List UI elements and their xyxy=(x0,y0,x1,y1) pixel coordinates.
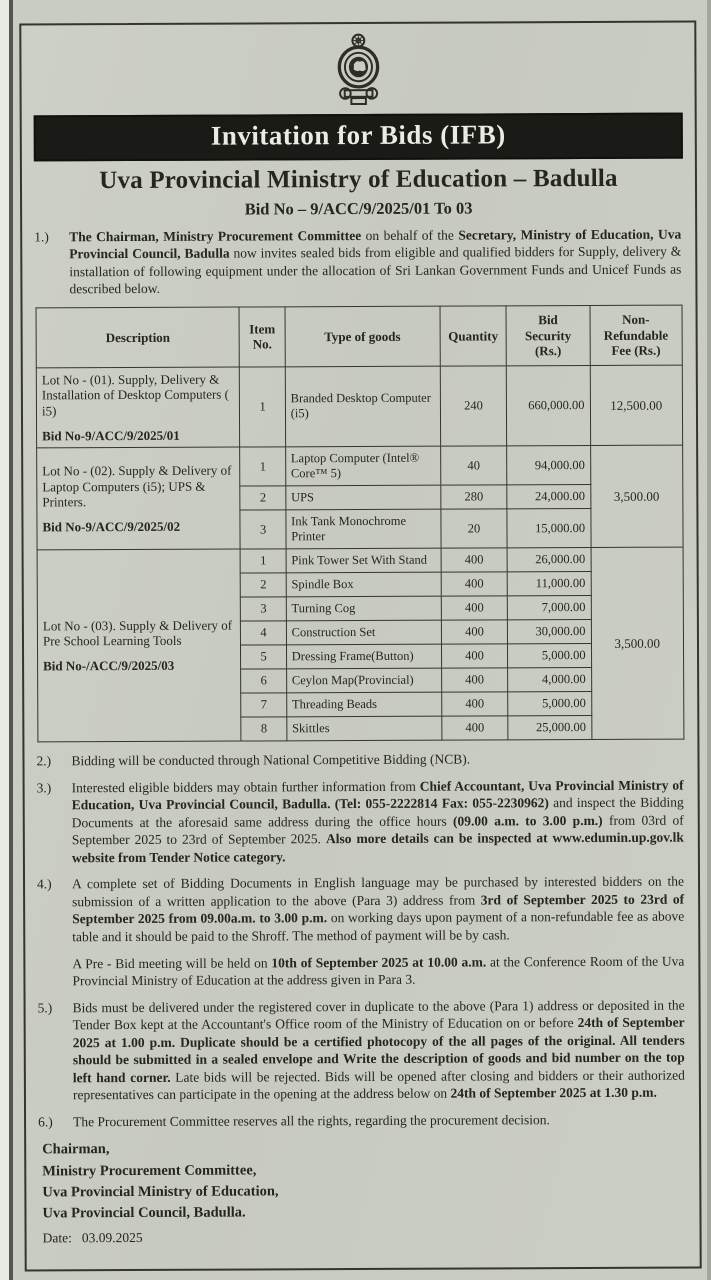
cell-item-no: 2 xyxy=(240,486,285,510)
cell-bid-security: 660,000.00 xyxy=(507,365,591,446)
org-title: Uva Provincial Ministry of Education – Badulla xyxy=(99,164,618,195)
paragraph-item xyxy=(38,1111,685,1131)
cell-quantity: 20 xyxy=(441,509,508,548)
text-segment: on working days upon payment of a non-refundable fee as above table and it should be paid to the Shroff. The method of payment will be by cash. xyxy=(72,909,685,945)
cell-non-refundable-fee: 3,500.00 xyxy=(591,547,684,739)
table-row xyxy=(37,547,683,574)
cell-type-of-goods: Spindle Box xyxy=(286,572,441,597)
text-segment: on behalf of the xyxy=(361,227,459,243)
cell-quantity: 400 xyxy=(441,596,508,620)
paragraph-number xyxy=(37,955,65,990)
cell-item-no: 2 xyxy=(241,573,286,597)
cell-type-of-goods: Pink Tower Set With Stand xyxy=(286,548,441,573)
cell-non-refundable-fee: 3,500.00 xyxy=(590,445,683,547)
column-header: Non- Refundable Fee (Rs.) xyxy=(590,305,683,365)
text-segment: and inspect the Bidding Documents at the aforesaid same address during the office hours xyxy=(71,794,684,830)
table-header-row xyxy=(36,305,682,368)
banner-title: Invitation for Bids (IFB) xyxy=(210,119,506,151)
cell-bid-security: 4,000.00 xyxy=(508,668,591,692)
column-header: Description xyxy=(36,307,240,368)
cell-item-no: 3 xyxy=(241,597,286,621)
text-segment: Bids must be delivered under the registered cover in duplicate to the above (Para 1) address or deposited in the Tender Box kept at the Accountant's Office room of the Ministry of Education on or before xyxy=(72,997,685,1033)
cell-bid-security: 25,000.00 xyxy=(508,716,591,740)
paragraph-number: 6.) xyxy=(38,1114,53,1130)
cell-quantity: 400 xyxy=(441,668,508,692)
paragraph-text xyxy=(71,750,683,770)
paragraph-text xyxy=(72,873,684,946)
paragraph-item xyxy=(36,750,683,770)
cell-quantity: 400 xyxy=(441,548,508,572)
page-left-edge xyxy=(0,0,9,1280)
text-segment: Secretary, Ministry of Education, Uva Provincial Council, Badulla xyxy=(69,226,682,262)
paragraph-item xyxy=(34,225,681,298)
notice-frame xyxy=(19,21,701,1272)
cell-item-no: 1 xyxy=(240,367,286,448)
date-value: 03.09.2025 xyxy=(81,1229,143,1245)
column-header: Quantity xyxy=(440,306,507,366)
lot-bid-number: Bid No-9/ACC/9/2025/02 xyxy=(42,518,181,535)
column-header: Bid Security (Rs.) xyxy=(506,305,590,365)
cell-item-no: 6 xyxy=(241,669,286,693)
cell-item-no: 3 xyxy=(240,510,285,549)
text-segment: The Procurement Committee reserves all the rights, regarding the procurement decision. xyxy=(73,1112,550,1130)
cell-bid-security: 24,000.00 xyxy=(507,485,590,509)
text-segment: Chief Accountant, Uva Provincial Ministry of Education, Uva Provincial Council, Badulla. (Tel: 055-2222814 Fax: 055-2230962) xyxy=(71,777,684,813)
paragraph-text xyxy=(69,225,681,298)
cell-quantity: 40 xyxy=(440,446,507,485)
text-segment: A complete set of Bidding Documents in English language may be purchased by interested bidders on the submission of a written application to the above (Para 3) address from xyxy=(72,873,685,910)
cell-bid-security: 5,000.00 xyxy=(508,644,591,668)
signature-line: Ministry Procurement Committee, xyxy=(42,1161,257,1179)
cell-type-of-goods: Ink Tank Monochrome Printer xyxy=(286,509,441,549)
paragraph-text xyxy=(72,952,684,990)
table-row xyxy=(37,445,683,487)
page-fold-line xyxy=(9,0,13,1280)
cell-bid-security: 94,000.00 xyxy=(507,446,590,485)
column-header: Item No. xyxy=(240,307,285,367)
cell-item-no: 5 xyxy=(241,645,286,669)
paragraph-text xyxy=(72,776,684,866)
cell-non-refundable-fee: 12,500.00 xyxy=(590,365,683,446)
intro-paragraph-container xyxy=(32,225,685,298)
paragraph-number: 5.) xyxy=(37,1000,53,1016)
paragraph-number: 4.) xyxy=(37,876,52,892)
cell-item-no: 7 xyxy=(241,693,286,717)
cell-lot-description xyxy=(37,549,241,742)
cell-quantity: 400 xyxy=(441,644,508,668)
cell-lot-description xyxy=(36,367,240,448)
banner xyxy=(34,113,683,162)
cell-type-of-goods: Dressing Frame(Button) xyxy=(286,644,441,669)
cell-type-of-goods: Construction Set xyxy=(286,620,441,645)
cell-type-of-goods: UPS xyxy=(286,485,441,510)
signature-block xyxy=(42,1137,689,1224)
text-segment: 24th of September 2025 at 1.00 p.m. Duplicate should be a certified photocopy of the all pages of the original. All tenders should be submitted in a sealed envelope and Write the description of goods and bid number on the top left hand corner. xyxy=(72,1014,685,1086)
lot-description-text: Lot No - (02). Supply & Delivery of Laptop Computers (i5); UPS & Printers. xyxy=(42,462,232,510)
paragraph-number: 3.) xyxy=(36,779,52,796)
text-segment: Bidding will be conducted through National Competitive Bidding (NCB). xyxy=(71,751,471,769)
bid-no-line: Bid No – 9/ACC/9/2025/01 To 03 xyxy=(244,198,473,219)
paragraph-item xyxy=(37,873,684,946)
lot-bid-number: Bid No-/ACC/9/2025/03 xyxy=(43,657,175,674)
cell-bid-security: 5,000.00 xyxy=(508,692,591,716)
cell-item-no: 1 xyxy=(241,549,286,573)
cell-type-of-goods: Branded Desktop Computer (i5) xyxy=(285,366,440,447)
cell-quantity: 400 xyxy=(441,572,508,596)
text-segment: A Pre - Bid meeting will be held on xyxy=(72,954,272,971)
paragraph-number: 1.) xyxy=(34,229,49,245)
cell-bid-security: 11,000.00 xyxy=(507,572,590,596)
cell-item-no: 8 xyxy=(241,717,286,741)
text-segment: now invites sealed bids from eligible and qualified bidders for Supply, delivery & installation of following equipment under the allocation of Sri Lankan Government Funds and Unicef Funds as described below. xyxy=(69,243,682,297)
cell-type-of-goods: Ceylon Map(Provincial) xyxy=(286,668,441,693)
cell-bid-security: 7,000.00 xyxy=(508,596,591,620)
text-segment: 24th of September 2025 at 1.30 p.m. xyxy=(450,1085,657,1102)
bid-items-table xyxy=(36,305,685,743)
signature-line: Uva Provincial Council, Badulla. xyxy=(42,1204,246,1221)
text-segment: Late bids will be rejected. Bids will be opened after closing and bidders or their authorized representatives can participate in the opening at the address below on xyxy=(72,1067,685,1103)
text-segment: The Chairman, Ministry Procurement Committee xyxy=(69,227,362,245)
signature-line: Chairman, xyxy=(42,1141,110,1158)
cell-lot-description xyxy=(37,447,241,550)
text-segment: Interested eligible bidders may obtain further information from xyxy=(71,778,420,795)
cell-bid-security: 26,000.00 xyxy=(507,548,590,572)
cell-type-of-goods: Threading Beads xyxy=(286,692,441,717)
text-segment: 10th of September 2025 at 10.00 a.m. xyxy=(271,954,487,970)
cell-quantity: 240 xyxy=(440,366,507,447)
cell-quantity: 400 xyxy=(441,692,508,716)
notes-container xyxy=(34,750,689,1131)
table-row xyxy=(36,365,682,448)
cell-item-no: 4 xyxy=(241,621,286,645)
text-segment: Also more details can be inspected at www.edumin.up.gov.lk website from Tender Notice category. xyxy=(71,829,684,866)
column-header: Type of goods xyxy=(285,306,440,366)
date-label: Date: xyxy=(42,1229,72,1245)
sri-lanka-emblem-icon xyxy=(31,31,684,113)
cell-quantity: 280 xyxy=(441,485,508,509)
cell-quantity: 400 xyxy=(441,620,508,644)
text-segment: 3rd of September 2025 to 23rd of September 2025 from 09.00a.m. to 3.00 p.m. xyxy=(72,891,685,927)
paragraph-text xyxy=(73,996,685,1104)
signature-line: Uva Provincial Ministry of Education, xyxy=(42,1182,279,1200)
lot-description-text: Lot No - (03). Supply & Delivery of Pre School Learning Tools xyxy=(42,617,233,649)
table-body xyxy=(36,365,684,742)
paragraph-item xyxy=(37,952,684,990)
paragraph-number: 2.) xyxy=(36,753,52,769)
paragraph-text xyxy=(73,1111,685,1131)
lot-description-text: Lot No - (01). Supply, Delivery & Installation of Desktop Computers ( i5) xyxy=(41,371,229,419)
date-line xyxy=(43,1227,690,1246)
table-header xyxy=(36,305,682,368)
cell-item-no: 1 xyxy=(240,447,285,486)
cell-type-of-goods: Laptop Computer (Intel® Core™ 5) xyxy=(285,446,440,486)
paragraph-item xyxy=(38,996,685,1104)
cell-type-of-goods: Turning Cog xyxy=(286,596,441,621)
page-right-edge xyxy=(707,0,711,1280)
cell-bid-security: 30,000.00 xyxy=(508,620,591,644)
text-segment: at the Conference Room of the Uva Provincial Ministry of Education at the address given in Para 3. xyxy=(72,953,685,989)
paragraph-item xyxy=(37,776,684,867)
cell-quantity: 400 xyxy=(442,716,509,740)
cell-type-of-goods: Skittles xyxy=(287,716,442,741)
text-segment: (09.00 a.m. to 3.00 p.m.) xyxy=(452,812,603,829)
text-segment: from 03rd of September 2025 to 23rd of September 2025. xyxy=(71,812,684,848)
cell-bid-security: 15,000.00 xyxy=(507,509,590,548)
lot-bid-number: Bid No-9/ACC/9/2025/01 xyxy=(42,427,180,443)
